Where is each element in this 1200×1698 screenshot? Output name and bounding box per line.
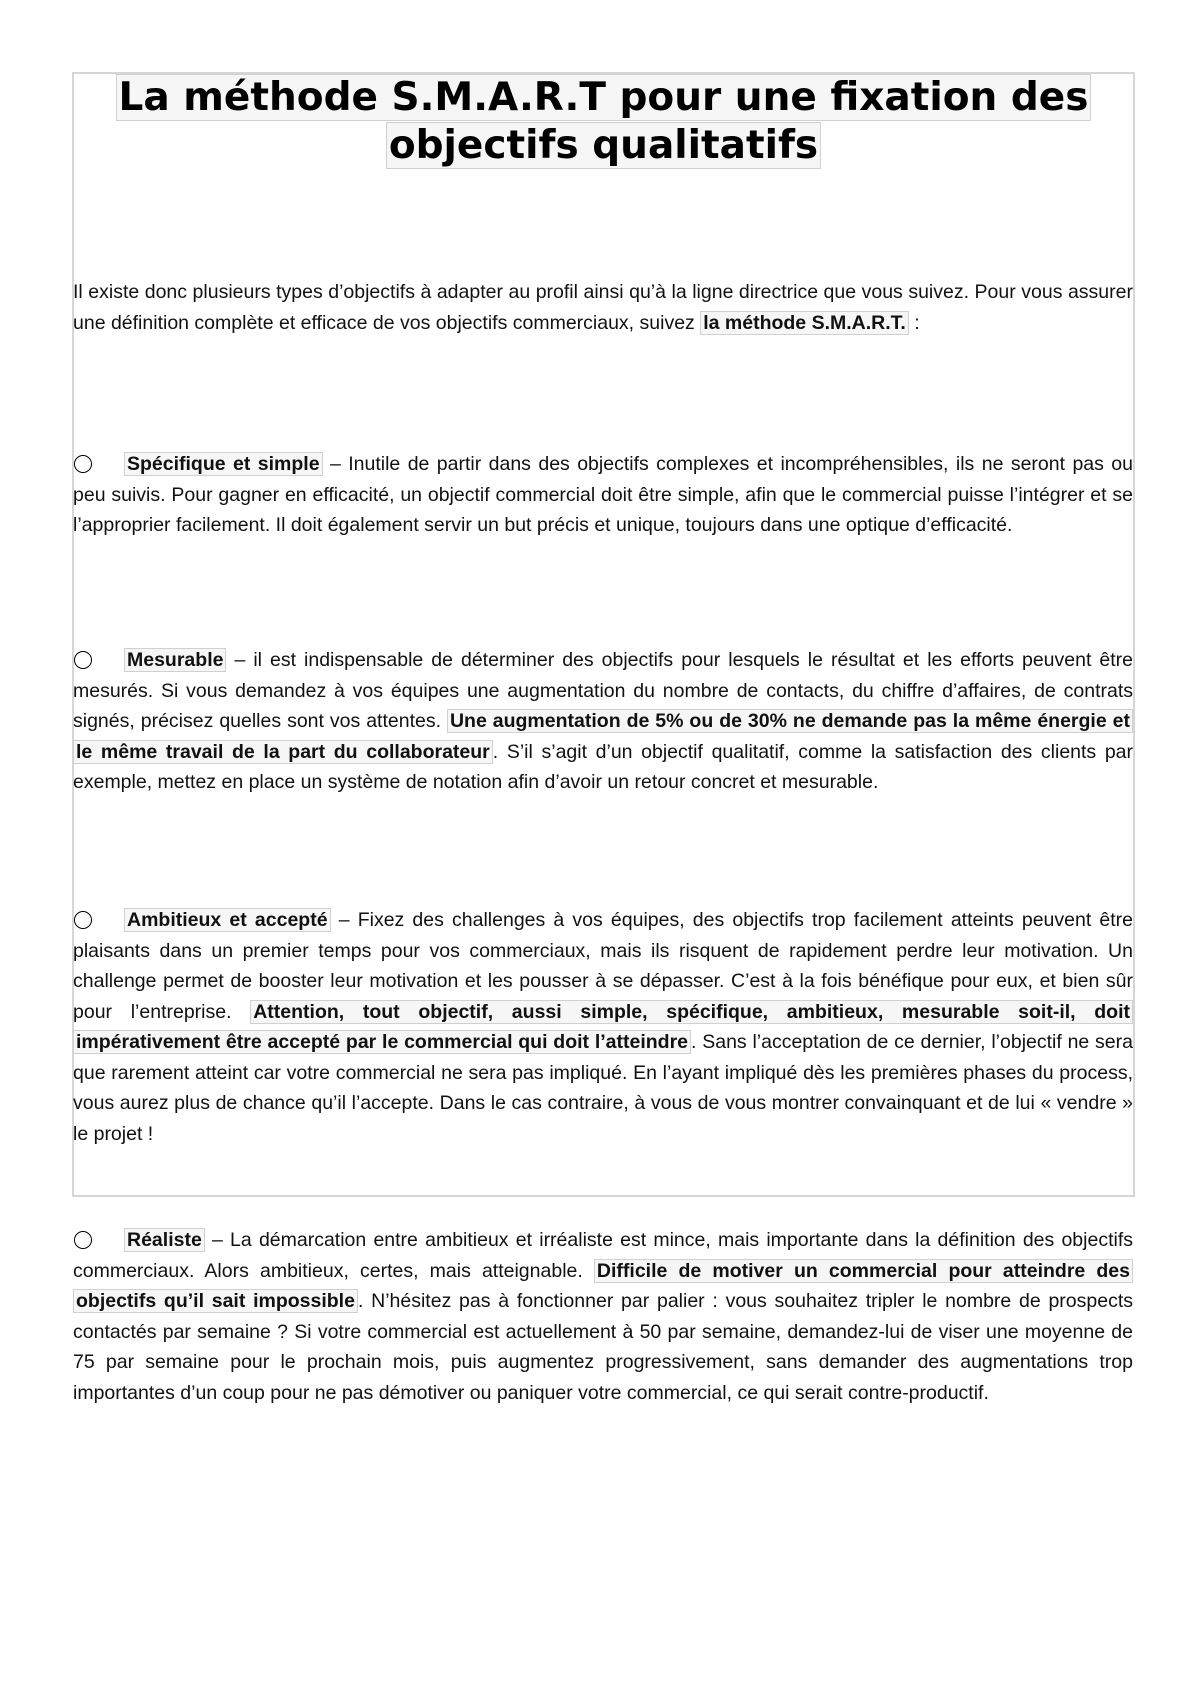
circle-bullet-icon	[74, 455, 92, 473]
intro-end: :	[908, 311, 920, 334]
list-item-ambitieux	[73, 905, 1133, 1149]
bold-realiste: Difficile de motiver un commercial pour atteindre des objectifs qu’il sait impossible	[73, 1259, 1133, 1314]
list-item-realiste	[73, 1225, 1133, 1408]
bold-mesurable: Une augmentation de 5% ou de 30% ne demande pas la même énergie et le même travail de la part du collaborateur	[73, 709, 1133, 764]
title-line-1: La méthode S.M.A.R.T pour une fixation des	[116, 74, 1092, 121]
intro-text: Il existe donc plusieurs types d’objectifs à adapter au profil ainsi qu’à la ligne directrice que vous suivez. Pour vous assurer une définition complète et efficace de vos objectifs commerciaux, suivez	[73, 281, 1133, 334]
text-realiste-1: – La démarcation entre ambitieux et irréaliste est mince, mais importante dans la définition des objectifs commerciaux. Alors ambitieux, certes, mais atteignable.	[73, 1229, 1133, 1282]
text-mesurable-2: . S’il s’agit d’un objectif qualitatif, comme la satisfaction des clients par exemple, mettez en place un système de notation afin d’avoir un retour concret et mesurable.	[73, 740, 1134, 793]
page-title	[80, 74, 1127, 170]
intro-bold: la méthode S.M.A.R.T.	[700, 311, 909, 335]
circle-bullet-icon	[74, 1231, 92, 1249]
text-ambitieux-2: . Sans l’acceptation de ce dernier, l’objectif ne sera que rarement atteint car votre commercial ne sera pas impliqué. En l’ayant impliqué dès les premières phases du process, vous aurez plus de chance qu’il l’accepte. Dans le cas contraire, à vous de vous montrer convainquant et de lui « vendre » le projet !	[73, 1031, 1133, 1145]
list-item-mesurable	[73, 645, 1133, 798]
title-line-2: objectifs qualitatifs	[386, 122, 821, 169]
text-mesurable-1: – il est indispensable de déterminer des objectifs pour lesquels le résultat et les efforts peuvent être mesurés. Si vous demandez à vos équipes une augmentation du nombre de contacts, du chiffre d’affaires, de contrats signés, précisez quelles sont vos attentes.	[73, 649, 1133, 732]
term-realiste: Réaliste	[124, 1228, 205, 1252]
text-specifique: – Inutile de partir dans des objectifs complexes et incompréhensibles, ils ne seront pas ou peu suivis. Pour gagner en efficacité, un objectif commercial doit être simple, afin que le commercial puisse l’intégrer et se l’approprier facilement. Il doit également servir un but précis et unique, toujours dans une optique d’efficacité.	[73, 453, 1133, 536]
circle-bullet-icon	[74, 911, 92, 929]
term-ambitieux: Ambitieux et accepté	[124, 908, 331, 932]
bold-ambitieux: Attention, tout objectif, aussi simple, spécifique, ambitieux, mesurable soit-il, doit impérativement être accepté par le commercial qui doit l’atteindre	[73, 1000, 1133, 1055]
list-item-specifique	[73, 449, 1133, 541]
intro-paragraph	[73, 277, 1133, 338]
circle-bullet-icon	[74, 651, 92, 669]
text-ambitieux-1: – Fixez des challenges à vos équipes, des objectifs trop facilement atteints peuvent être plaisants dans un premier temps pour vos commerciaux, mais ils risquent de rapidement perdre leur motivation. Un challenge permet de booster leur motivation et les pousser à se dépasser. C’est à la fois bénéfique pour eux, et bien sûr pour l’entreprise.	[73, 909, 1133, 1023]
text-realiste-2: . N’hésitez pas à fonctionner par palier : vous souhaitez tripler le nombre de prospects contactés par semaine ? Si votre commercial est actuellement à 50 par semaine, demandez-lui de viser une moyenne de 75 par semaine pour le prochain mois, puis augmentez progressivement, sans demander des augmentations trop importantes d’un coup pour ne pas démotiver ou paniquer votre commercial, ce qui serait contre-productif.	[73, 1290, 1133, 1404]
term-mesurable: Mesurable	[124, 648, 226, 672]
term-specifique: Spécifique et simple	[124, 452, 323, 476]
